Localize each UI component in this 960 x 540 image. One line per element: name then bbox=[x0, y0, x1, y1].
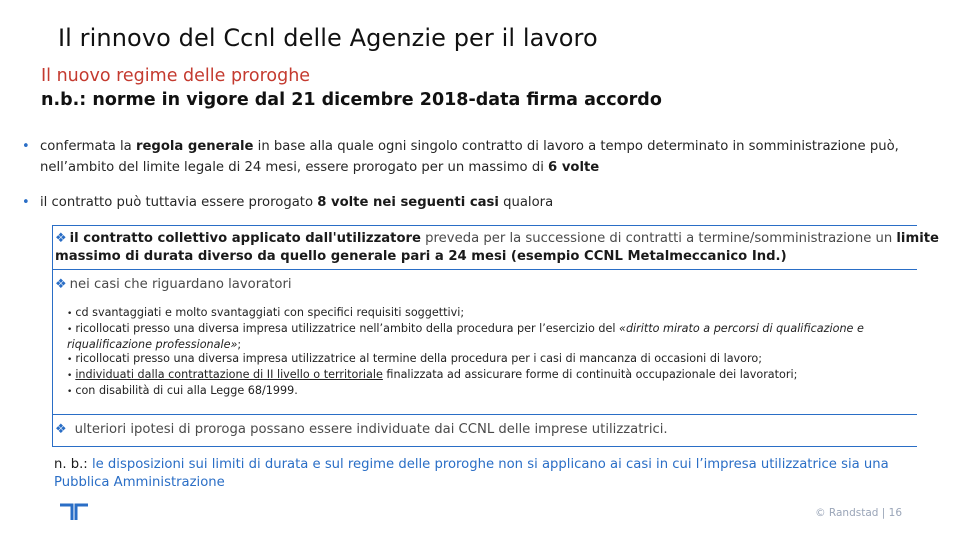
case-collective-contract: ❖ il contratto collettivo applicato dall'utilizzatore preveda per la successione di contratti a termine/somministrazione un limite massimo di durata diverso da quello generale pari a 24 mesi (esempio CCNL Metalmeccanico Ind.) bbox=[55, 231, 939, 264]
case-workers-heading: ❖ nei casi che riguardano lavoratori bbox=[55, 277, 292, 292]
bullet-dot-icon: • bbox=[22, 195, 30, 210]
divider bbox=[52, 225, 53, 269]
footer-copyright: © Randstad | 16 bbox=[815, 507, 902, 519]
list-item: • individuati dalla contrattazione di II livello o territoriale finalizzata ad assicurare forme di continuità occupazionale dei lavoratori; bbox=[67, 368, 798, 382]
divider bbox=[52, 269, 53, 414]
nb-note: n. b.: le disposizioni sui limiti di durata e sul regime delle proroghe non si applicano ai casi in cui l’impresa utilizzatrice sia una Pubblica Amministrazione bbox=[54, 457, 889, 490]
workers-list bbox=[67, 306, 864, 400]
list-item-cont: riqualificazione professionale»; bbox=[67, 337, 242, 351]
divider bbox=[52, 414, 917, 415]
bullet-dot-icon: • bbox=[22, 139, 30, 154]
diamond-bullet-icon: ❖ bbox=[55, 231, 67, 246]
list-item: • ricollocati presso una diversa impresa utilizzatrice nell’ambito della procedura per l’esercizio del «diritto mirato a percorsi di qualificazione e bbox=[67, 321, 864, 335]
subtitle-note: n.b.: norme in vigore dal 21 dicembre 2018-data firma accordo bbox=[41, 90, 662, 110]
case-ccnl-hypotheses: ❖ ulteriori ipotesi di proroga possano essere individuate dai CCNL delle imprese utilizzatrici. bbox=[55, 422, 668, 437]
diamond-bullet-icon: ❖ bbox=[55, 277, 67, 292]
list-item: • con disabilità di cui alla Legge 68/1999. bbox=[67, 383, 298, 397]
divider bbox=[52, 414, 53, 446]
divider bbox=[52, 446, 917, 447]
list-item: • ricollocati presso una diversa impresa utilizzatrice al termine della procedura per i casi di mancanza di occasioni di lavoro; bbox=[67, 352, 762, 366]
slide-title: Il rinnovo del Ccnl delle Agenzie per il lavoro bbox=[58, 24, 598, 52]
subtitle-red: Il nuovo regime delle proroghe bbox=[41, 66, 311, 86]
diamond-bullet-icon: ❖ bbox=[55, 422, 67, 437]
divider bbox=[52, 269, 917, 270]
list-item: • cd svantaggiati e molto svantaggiati con specifici requisiti soggettivi; bbox=[67, 306, 465, 319]
randstad-logo-icon bbox=[58, 502, 90, 522]
divider bbox=[52, 225, 917, 226]
